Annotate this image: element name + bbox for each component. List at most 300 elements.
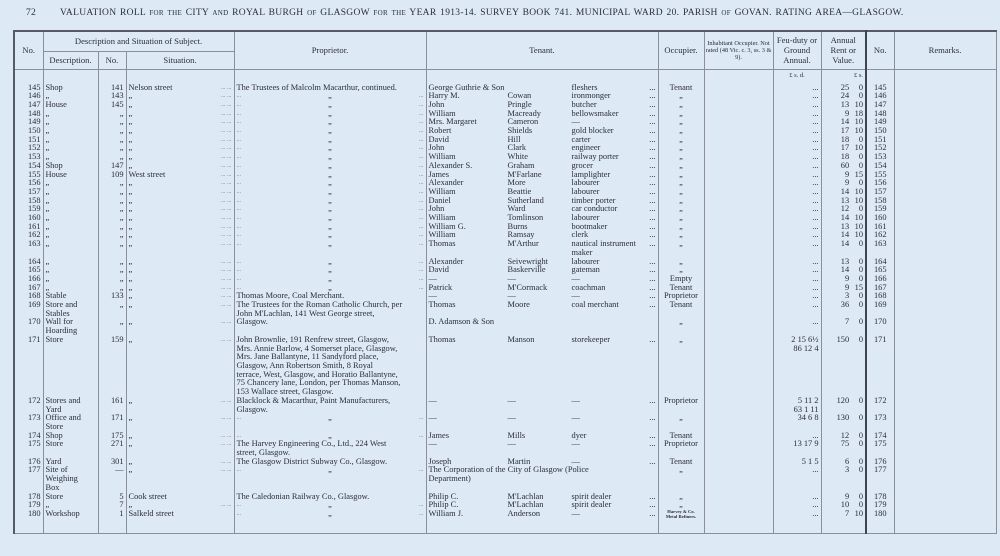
inhabitant-occupier-cell xyxy=(704,493,773,502)
annual-rent-cell xyxy=(821,214,866,223)
leader-dots: ... xyxy=(649,100,656,109)
leader-dots: ... xyxy=(236,232,241,239)
leader-dots: ... xyxy=(419,502,424,509)
occupier-cell: Tenant xyxy=(658,81,704,93)
table-row xyxy=(14,214,996,223)
tenant-cell xyxy=(426,136,658,145)
ditto-mark: „ xyxy=(328,170,332,179)
situation-line xyxy=(129,101,232,110)
leader-dots: ... xyxy=(236,415,241,422)
tenant-line xyxy=(429,440,656,449)
situation-line xyxy=(129,440,232,449)
tenant-occupation xyxy=(572,240,656,257)
tenant-cell xyxy=(426,197,658,206)
description-cell: Wall for Hoarding xyxy=(43,318,98,335)
tenant-surname: More xyxy=(507,179,526,188)
rent-pounds: 9 xyxy=(844,179,850,188)
rent-pounds: 120 xyxy=(836,396,850,405)
leader-dots: ... ... xyxy=(221,232,232,239)
proprietor-ditto xyxy=(237,110,424,119)
annual-rent-cell xyxy=(821,179,866,188)
tenant-line xyxy=(429,292,656,301)
entry-number-right: 160 xyxy=(866,214,894,223)
situation-cell xyxy=(126,205,234,214)
proprietor-cell: Thomas Moore, Coal Merchant. xyxy=(234,292,426,301)
inhabitant-occupier-cell xyxy=(704,223,773,232)
leader-dots: ... ... xyxy=(221,101,232,108)
proprietor-ditto xyxy=(237,171,424,180)
feu-duty-cell: ... xyxy=(773,258,821,267)
rent-shillings: 0 xyxy=(858,266,863,275)
empty-cell xyxy=(43,519,98,534)
table-filler-row xyxy=(14,519,996,534)
remarks-cell xyxy=(894,458,996,467)
leader-dots: ... xyxy=(649,205,656,214)
tenant-occupation xyxy=(572,162,656,171)
entry-number-right: 176 xyxy=(866,458,894,467)
tenant-first-name: George Guthrie & Son xyxy=(428,82,505,92)
leader-dots: ... ... xyxy=(221,128,232,135)
tenant-first-name: Thomas xyxy=(428,335,456,344)
proprietor-ditto xyxy=(237,258,424,267)
empty-cell xyxy=(658,519,704,534)
street-number-cell: 161 xyxy=(98,397,126,414)
rent-pounds: 18 xyxy=(840,153,850,162)
tenant-first-name: Thomas xyxy=(428,301,456,310)
leader-dots: ... ... xyxy=(221,336,232,343)
tenant-line xyxy=(429,240,656,257)
proprietor-cell xyxy=(234,205,426,214)
occupation-text: — xyxy=(571,457,580,466)
situation-text: „ xyxy=(128,414,133,423)
occupier-cell: „ xyxy=(658,223,704,232)
rent-pounds: 130 xyxy=(836,414,850,423)
proprietor-ditto xyxy=(237,231,424,240)
tenant-surname: Cameron xyxy=(507,118,539,127)
situation-line xyxy=(129,197,232,206)
rent-value xyxy=(824,101,864,110)
annual-rent-cell xyxy=(821,510,866,519)
street-number-cell: „ xyxy=(98,118,126,127)
proprietor-cell xyxy=(234,197,426,206)
situation-line xyxy=(129,179,232,188)
tenant-line xyxy=(429,197,656,206)
tenant-cell xyxy=(426,440,658,457)
tenant-surname: M'Farlane xyxy=(507,170,542,179)
leader-dots: ... xyxy=(236,128,241,135)
tenant-occupation xyxy=(572,266,656,275)
feu-duty-cell: ... xyxy=(773,284,821,293)
inhabitant-occupier-cell xyxy=(704,240,773,257)
leader-dots: ... ... xyxy=(221,136,232,143)
occupation-text: — xyxy=(571,440,580,449)
rent-value xyxy=(824,466,864,475)
street-number-cell: 145 xyxy=(98,101,126,110)
proprietor-cell xyxy=(234,144,426,153)
annual-rent-cell xyxy=(821,432,866,441)
tenant-surname: Manson xyxy=(507,335,535,344)
page-number: 72 xyxy=(26,8,37,18)
tenant-surname: M'Lachlan xyxy=(507,501,544,510)
occupier-cell: „ xyxy=(658,197,704,206)
street-number-cell: „ xyxy=(98,153,126,162)
leader-dots: ... xyxy=(236,180,241,187)
tenant-cell xyxy=(426,493,658,502)
proprietor-cell: The Trustees of Malcolm Macarthur, continued. xyxy=(234,81,426,93)
tenant-cell xyxy=(426,214,658,223)
proprietor-cell: Glasgow. xyxy=(234,318,426,335)
proprietor-cell xyxy=(234,214,426,223)
rent-shillings: 10 xyxy=(854,214,863,223)
description-cell: „ xyxy=(43,144,98,153)
rent-shillings: 10 xyxy=(854,100,863,109)
feu-duty-cell: ... xyxy=(773,275,821,284)
remarks-cell xyxy=(894,205,996,214)
inhabitant-occupier-cell xyxy=(704,466,773,492)
annual-rent-cell xyxy=(821,258,866,267)
proprietor-cell xyxy=(234,162,426,171)
tenant-surname: Clark xyxy=(507,144,527,153)
ditto-mark: „ xyxy=(328,274,332,283)
entry-number: 147 xyxy=(14,101,43,110)
remarks-cell xyxy=(894,258,996,267)
entry-number: 178 xyxy=(14,493,43,502)
annual-rent-cell xyxy=(821,118,866,127)
annual-rent-cell xyxy=(821,171,866,180)
occupier-cell: Proprietor xyxy=(658,440,704,457)
leader-dots: ... xyxy=(419,415,424,422)
annual-rent-cell xyxy=(821,231,866,240)
leader-dots: ... ... xyxy=(221,319,232,326)
description-cell: „ xyxy=(43,258,98,267)
entry-number-right: 164 xyxy=(866,258,894,267)
tenant-occupation xyxy=(572,92,656,101)
annual-rent-cell xyxy=(821,205,866,214)
tenant-surname: Martin xyxy=(507,457,531,466)
entry-number: 165 xyxy=(14,266,43,275)
leader-dots: ... xyxy=(236,101,241,108)
occupation-text: gold blocker xyxy=(571,127,614,136)
situation-text: „ xyxy=(128,179,133,188)
description-cell: Store xyxy=(43,493,98,502)
table-row xyxy=(14,92,996,101)
tenant-line xyxy=(429,127,656,136)
proprietor-cell: The Glasgow District Subway Co., Glasgow. xyxy=(234,458,426,467)
remarks-cell xyxy=(894,397,996,414)
situation-line xyxy=(129,127,232,136)
tenant-line xyxy=(429,432,656,441)
occupation-text: timber porter xyxy=(571,196,616,205)
inhabitant-occupier-cell xyxy=(704,458,773,467)
rent-value xyxy=(824,493,864,502)
tenant-first-name: John xyxy=(428,100,445,109)
rent-value xyxy=(824,414,864,423)
rent-value xyxy=(824,92,864,101)
tenant-occupation xyxy=(572,223,656,232)
tenant-cell xyxy=(426,101,658,110)
proprietor-cell: Blacklock & Macarthur, Paint Manufacturers, Glasgow. xyxy=(234,397,426,414)
remarks-cell xyxy=(894,214,996,223)
tenant-first-name: Mrs. Margaret xyxy=(428,118,477,127)
situation-cell xyxy=(126,275,234,284)
rent-pounds: 12 xyxy=(840,431,850,440)
leader-dots: ... xyxy=(236,93,241,100)
leader-dots: ... xyxy=(649,153,656,162)
leader-dots: ... ... xyxy=(221,162,232,169)
inhabitant-occupier-cell xyxy=(704,197,773,206)
entry-number-right: 145 xyxy=(866,81,894,93)
leader-dots: ... ... xyxy=(221,223,232,230)
situation-text: „ xyxy=(128,135,133,144)
rent-pounds: 18 xyxy=(840,135,850,144)
rent-value xyxy=(824,501,864,510)
situation-text: „ xyxy=(128,257,133,266)
situation-text: „ xyxy=(128,109,133,118)
occupier-cell: „ xyxy=(658,466,704,492)
remarks-cell xyxy=(894,432,996,441)
entry-number-right: 149 xyxy=(866,118,894,127)
proprietor-ditto xyxy=(237,136,424,145)
proprietor-ditto xyxy=(237,197,424,206)
street-number-cell: 271 xyxy=(98,440,126,457)
tenant-first-name: Thomas xyxy=(428,240,456,249)
tenant-cell xyxy=(426,336,658,397)
entry-number-right: 147 xyxy=(866,101,894,110)
tenant-line xyxy=(429,144,656,153)
ditto-mark: „ xyxy=(328,118,332,127)
annual-rent-cell xyxy=(821,501,866,510)
tenant-first-name: William xyxy=(428,153,456,162)
rent-pounds: 3 xyxy=(844,466,850,475)
tenant-occupation xyxy=(572,84,656,93)
entry-number: 167 xyxy=(14,284,43,293)
entry-number: 171 xyxy=(14,336,43,397)
annual-rent-cell xyxy=(821,266,866,275)
occupation-text: coal merchant xyxy=(571,301,619,310)
ditto-mark: „ xyxy=(328,135,332,144)
entry-number-right: 150 xyxy=(866,127,894,136)
situation-cell xyxy=(126,92,234,101)
situation-line xyxy=(129,414,232,423)
occupation-text: bootmaker xyxy=(571,222,608,231)
empty-cell xyxy=(773,519,821,534)
ditto-mark: „ xyxy=(328,161,332,170)
inhabitant-occupier-cell xyxy=(704,231,773,240)
feu-duty-cell: ... xyxy=(773,510,821,519)
tenant-cell xyxy=(426,205,658,214)
tenant-first-name: Patrick xyxy=(428,283,453,292)
tenant-first-name: William xyxy=(428,214,456,223)
leader-dots: ... xyxy=(419,232,424,239)
ditto-mark: „ xyxy=(328,414,332,423)
entry-number: 152 xyxy=(14,144,43,153)
proprietor-ditto xyxy=(237,223,424,232)
street-number-cell: „ xyxy=(98,197,126,206)
proprietor-cell xyxy=(234,127,426,136)
remarks-cell xyxy=(894,414,996,431)
annual-rent-cell xyxy=(821,101,866,110)
rent-value xyxy=(824,301,864,310)
entry-number: 164 xyxy=(14,258,43,267)
rent-value xyxy=(824,214,864,223)
leader-dots: ... xyxy=(649,187,656,196)
tenant-name: D. Adamson & Son xyxy=(428,318,495,327)
situation-line xyxy=(129,292,232,301)
page-header xyxy=(0,8,1000,22)
entry-number: 158 xyxy=(14,197,43,206)
annual-rent-cell xyxy=(821,397,866,414)
entry-number: 149 xyxy=(14,118,43,127)
rent-value xyxy=(824,318,864,327)
entry-number: 151 xyxy=(14,136,43,145)
tenant-cell xyxy=(426,188,658,197)
situation-cell xyxy=(126,440,234,457)
description-cell: Workshop xyxy=(43,510,98,519)
remarks-cell xyxy=(894,223,996,232)
rent-pounds: 75 xyxy=(840,440,850,449)
tenant-surname: — xyxy=(507,274,516,283)
entry-number-right: 174 xyxy=(866,432,894,441)
feu-duty-cell: ... xyxy=(773,214,821,223)
feu-duty-cell: 13 17 9 xyxy=(773,440,821,457)
ditto-mark: „ xyxy=(328,100,332,109)
situation-text: „ xyxy=(128,466,133,475)
rent-pounds: 36 xyxy=(840,301,850,310)
occupier-cell: „ xyxy=(658,162,704,171)
rent-pounds: 14 xyxy=(840,240,850,249)
tenant-occupation xyxy=(572,275,656,284)
description-cell: „ xyxy=(43,127,98,136)
tenant-line xyxy=(429,414,656,423)
header-remarks: Remarks. xyxy=(894,31,996,69)
occupier-cell: „ xyxy=(658,501,704,510)
valuation-roll-table xyxy=(13,30,997,534)
tenant-surname: — xyxy=(507,440,516,449)
description-cell: Store xyxy=(43,440,98,457)
rent-value xyxy=(824,136,864,145)
table-row xyxy=(14,188,996,197)
leader-dots: ... ... xyxy=(221,467,232,474)
leader-dots: ... xyxy=(649,170,656,179)
remarks-cell xyxy=(894,284,996,293)
tenant-surname: Hill xyxy=(507,135,521,144)
leader-dots: ... xyxy=(649,509,656,518)
proprietor-ditto xyxy=(237,510,424,519)
situation-cell xyxy=(126,510,234,519)
tenant-cell xyxy=(426,284,658,293)
rent-shillings: 0 xyxy=(858,492,863,501)
situation-line xyxy=(129,110,232,119)
table-row xyxy=(14,336,996,397)
tenant-surname: M'Lachlan xyxy=(507,492,544,501)
entry-number: 150 xyxy=(14,127,43,136)
leader-dots: ... ... xyxy=(221,284,232,291)
header-description: Description. xyxy=(43,51,98,69)
leader-dots: ... xyxy=(419,162,424,169)
remarks-cell xyxy=(894,240,996,257)
table-row xyxy=(14,458,996,467)
annual-rent-cell xyxy=(821,301,866,318)
description-cell: „ xyxy=(43,110,98,119)
header-proprietor: Proprietor. xyxy=(234,31,426,69)
leader-dots: ... xyxy=(419,215,424,222)
entry-number: 163 xyxy=(14,240,43,257)
feu-duty-cell: 34 6 8 xyxy=(773,414,821,431)
situation-text: „ xyxy=(128,335,133,344)
ditto-mark: „ xyxy=(328,205,332,214)
occupier-cell: „ xyxy=(658,179,704,188)
remarks-cell xyxy=(894,275,996,284)
tenant-occupation xyxy=(572,188,656,197)
situation-line xyxy=(129,240,232,249)
occupier-cell: Tenant xyxy=(658,432,704,441)
annual-rent-cell xyxy=(821,458,866,467)
rent-pounds: 13 xyxy=(840,196,850,205)
street-number-cell: 133 xyxy=(98,292,126,301)
proprietor-cell xyxy=(234,432,426,441)
situation-text: Nelson street xyxy=(128,82,173,92)
street-number-cell: „ xyxy=(98,179,126,188)
situation-text: „ xyxy=(128,501,133,510)
leader-dots: ... xyxy=(649,144,656,153)
inhabitant-occupier-cell xyxy=(704,153,773,162)
tenant-line xyxy=(429,223,656,232)
situation-cell xyxy=(126,127,234,136)
proprietor-cell xyxy=(234,414,426,431)
proprietor-ditto xyxy=(237,179,424,188)
leader-dots: ... ... xyxy=(221,171,232,178)
rent-shillings: 10 xyxy=(854,196,863,205)
table-row xyxy=(14,258,996,267)
entry-number-right: 178 xyxy=(866,493,894,502)
tenant-occupation xyxy=(572,432,656,441)
tenant-line xyxy=(429,118,656,127)
entry-number: 157 xyxy=(14,188,43,197)
rent-value xyxy=(824,144,864,153)
entry-number-right: 172 xyxy=(866,397,894,414)
rent-pounds: 12 xyxy=(840,205,850,214)
leader-dots: ... xyxy=(649,396,656,405)
proprietor-ditto xyxy=(237,466,424,475)
street-number-cell: „ xyxy=(98,266,126,275)
leader-dots: ... ... xyxy=(221,258,232,265)
table-row xyxy=(14,144,996,153)
feu-duty-cell: ... xyxy=(773,432,821,441)
leader-dots: ... xyxy=(236,145,241,152)
occupier-cell: „ xyxy=(658,153,704,162)
rent-shillings: 0 xyxy=(858,135,863,144)
situation-line xyxy=(129,336,232,345)
proprietor-ditto xyxy=(237,162,424,171)
tenant-surname: — xyxy=(507,414,516,423)
entry-number: 174 xyxy=(14,432,43,441)
tenant-line xyxy=(429,171,656,180)
entry-number: 156 xyxy=(14,179,43,188)
tenant-first-name: Joseph xyxy=(428,457,452,466)
proprietor-cell xyxy=(234,118,426,127)
occupier-note: Harvey & Co. Metal Refiners. xyxy=(665,509,697,519)
annual-rent-cell xyxy=(821,162,866,171)
occupier-cell: Proprietor xyxy=(658,397,704,414)
ditto-mark: „ xyxy=(328,240,332,249)
table-row xyxy=(14,301,996,318)
feu-duty-cell: ... xyxy=(773,127,821,136)
leader-dots: ... xyxy=(649,214,656,223)
entry-number-right: 162 xyxy=(866,231,894,240)
rent-shillings: 18 xyxy=(854,109,863,118)
inhabitant-occupier-cell xyxy=(704,501,773,510)
table-row xyxy=(14,81,996,93)
